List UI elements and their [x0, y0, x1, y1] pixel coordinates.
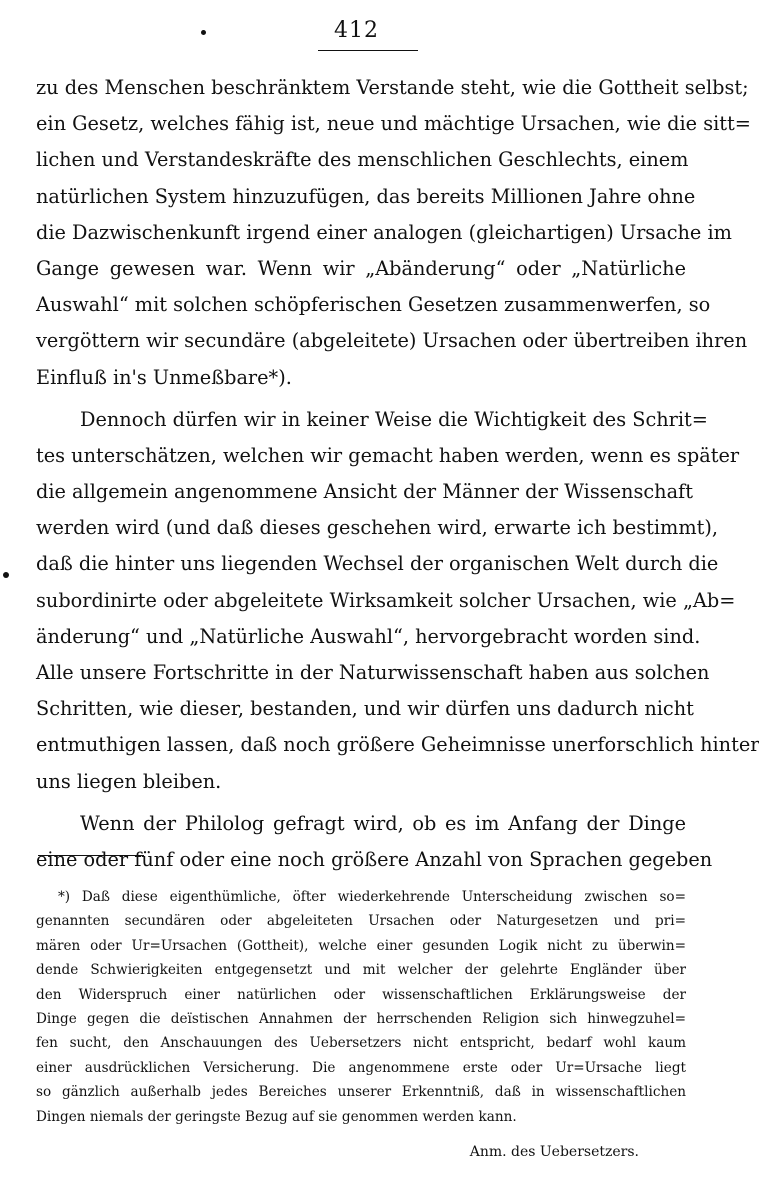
- text-line: Schritten, wie dieser, bestanden, und wir dürfen uns dadurch nicht: [36, 697, 694, 721]
- header-rule: [318, 50, 418, 51]
- footnote-line: Dingen niemals der geringste Bezug auf sie genommen werden kann.: [36, 1108, 517, 1125]
- text-line: eine oder fünf oder eine noch größere Anzahl von Sprachen gegeben: [36, 847, 713, 871]
- footnote-line: den Widerspruch einer natürlichen oder wissenschaftlichen Erklärungsweise der: [36, 986, 686, 1003]
- paragraph-2: [36, 402, 759, 800]
- text-line: tes unterschätzen, welchen wir gemacht haben werden, wenn es später: [36, 443, 740, 467]
- footnote-line: so gänzlich außerhalb jedes Bereiches unserer Erkenntniß, daß in wissenschaftlichen: [36, 1084, 686, 1101]
- footnote-line: fen sucht, den Anschauungen des Uebersetzers nicht entspricht, bedarf wohl kaum: [36, 1035, 686, 1052]
- text-line: Einfluß in's Unmeßbare*).: [36, 365, 292, 389]
- text-line: zu des Menschen beschränktem Verstande steht, wie die Gottheit selbst;: [36, 76, 749, 99]
- text-line: Auswahl“ mit solchen schöpferischen Gesetzen zusammenwerfen, so: [36, 293, 711, 317]
- footnote-line: Dinge gegen die deïstischen Annahmen der herrschenden Religion sich hinwegzuhel=: [36, 1010, 686, 1027]
- text-line: natürlichen System hinzuzufügen, das bereits Millionen Jahre ohne: [36, 184, 696, 208]
- main-text: [36, 70, 759, 878]
- footnote-line: einer ausdrücklichen Versicherung. Die angenommene erste oder Ur=Ursache liegt: [36, 1059, 686, 1076]
- text-line: Dennoch dürfen wir in keiner Weise die Wichtigkeit des Schrit=: [80, 407, 708, 431]
- footnote-signature: Anm. des Uebersetzers.: [469, 1144, 639, 1160]
- text-line: Alle unsere Fortschritte in der Naturwissenschaft haben aus solchen: [36, 661, 710, 684]
- text-line: subordinirte oder abgeleitete Wirksamkeit solcher Ursachen, wie „Ab=: [36, 588, 736, 612]
- text-line: werden wird (und daß dieses geschehen wird, erwarte ich bestimmt),: [36, 516, 719, 540]
- footnote-line: *) Daß diese eigenthümliche, öfter wiederkehrende Unterscheidung zwischen so=: [58, 889, 686, 905]
- text-line: uns liegen bleiben.: [36, 769, 222, 793]
- text-line: ein Gesetz, welches fähig ist, neue und mächtige Ursachen, wie die sitt=: [36, 112, 751, 136]
- text-line: die Dazwischenkunft irgend einer analogen (gleichartigen) Ursache im: [36, 220, 732, 244]
- text-line: änderung“ und „Natürliche Auswahl“, hervorgebracht worden sind.: [36, 624, 701, 648]
- paragraph-3: [36, 806, 713, 878]
- footnote-line: dende Schwierigkeiten entgegensetzt und mit welcher der gelehrte Engländer über: [36, 962, 686, 979]
- text-line: Gange gewesen war. Wenn wir „Abänderung“ oder „Natürliche: [36, 256, 686, 280]
- footnote: [36, 885, 686, 1129]
- footnote-line: genannten secundären oder abgeleiteten Ursachen oder Naturgesetzen und pri=: [36, 913, 686, 930]
- text-line: daß die hinter uns liegenden Wechsel der organischen Welt durch die: [36, 552, 719, 576]
- footnote-rule: [38, 855, 144, 856]
- paragraph-1: [36, 70, 751, 396]
- footnote-line: mären oder Ur=Ursachen (Gottheit), welche einer gesunden Logik nicht zu überwin=: [36, 937, 686, 954]
- text-line: entmuthigen lassen, daß noch größere Geheimnisse unerforschlich hinter: [36, 733, 759, 757]
- ink-speck-margin: [3, 572, 9, 578]
- text-line: Wenn der Philolog gefragt wird, ob es im Anfang der Dinge: [80, 811, 686, 835]
- text-line: vergöttern wir secundäre (abgeleitete) Ursachen oder übertreiben ihren: [36, 329, 748, 353]
- text-line: die allgemein angenommene Ansicht der Männer der Wissenschaft: [36, 480, 693, 504]
- page-number: 412: [334, 18, 379, 43]
- text-line: lichen und Verstandeskräfte des menschlichen Geschlechts, einem: [36, 148, 689, 172]
